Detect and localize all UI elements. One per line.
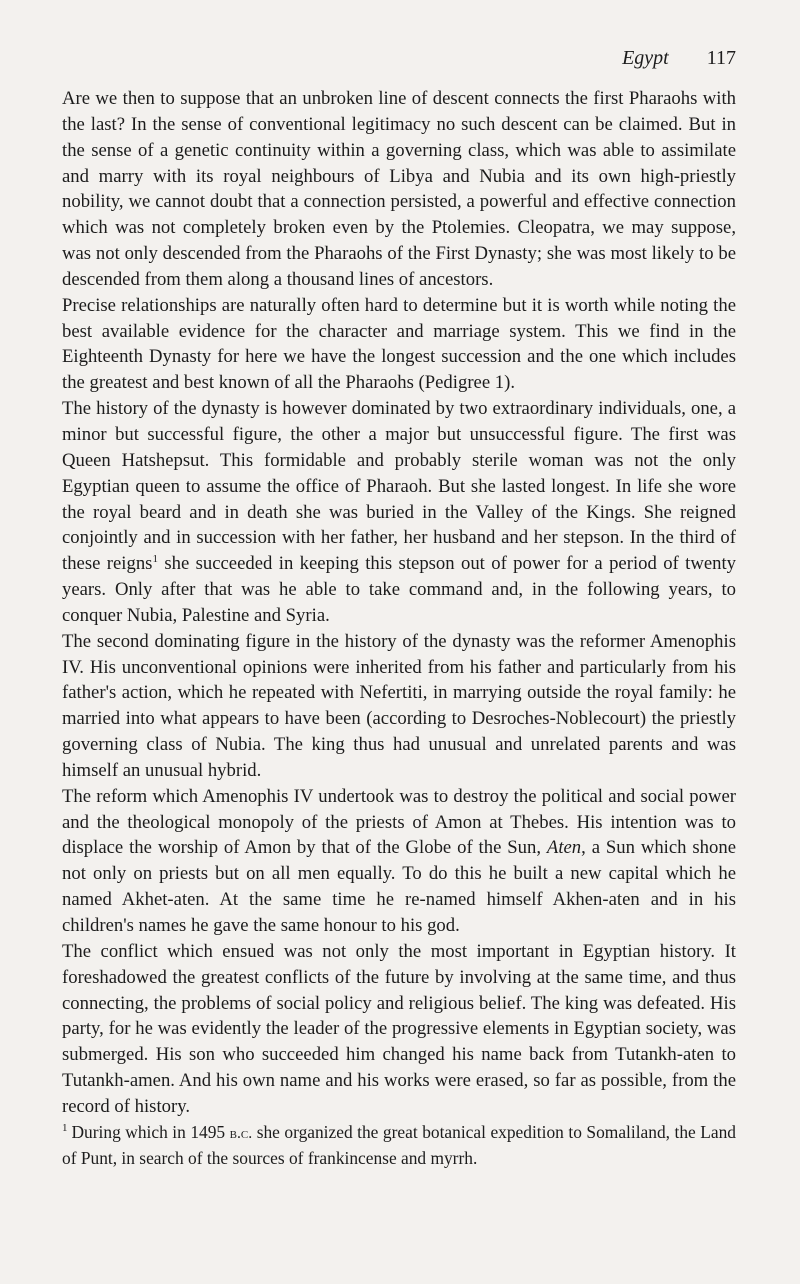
- paragraph-1: Are we then to suppose that an unbroken line of descent connects the first Pharaohs with the last? In the sense of conventional legitimacy no such descent can be claimed. But in the sense of a genetic continuity within a governing class, which was able to assimilate and marry with its royal neighbours of Libya and Nubia and its own high-priestly nobility, we cannot doubt that a connection persisted, a powerful and effective connection which was not completely broken even by the Ptolemies. Cleopatra, we may suppose, was not only descended from the Pharaohs of the First Dynasty; she was most likely to be descended from them along a thousand lines of ancestors.: [62, 88, 736, 290]
- footnote-reference: 1: [152, 553, 158, 566]
- paragraph-2: Precise relationships are naturally often hard to determine but it is worth while noting the best available evidence for the character and marriage system. This we find in the Eighteenth Dynasty for here we have the longest succession and the one which includes the greatest and best known of all the Pharaohs (Pedigree 1).: [62, 294, 736, 394]
- footnote: [62, 1120, 736, 1171]
- footnote-era: b.c.: [229, 1124, 253, 1142]
- paragraph-3: [62, 396, 736, 629]
- footnote-text-b: she organized the great botanical expedition to Somaliland, the Land of Punt, in search of the sources of frankincense and myrrh.: [62, 1121, 737, 1169]
- paragraph-5-text-a: The reform which Amenophis IV undertook was to destroy the political and social power and the theological monopoly of the priests of Amon at Thebes. His intention was to displace the worship of Amon by that of the Globe of the Sun,: [62, 785, 736, 859]
- paragraph-4: The second dominating figure in the history of the dynasty was the reformer Amenophis IV. His unconventional opinions were inherited from his father and particularly from his father's action, which he repeated with Nefertiti, in marrying outside the royal family: he married into what appears to have been (according to Desroches-Noblecourt) the priestly governing class of Nubia. The king thus had unusual and unrelated parents and was himself an unusual hybrid.: [62, 630, 736, 781]
- paragraph-6: The conflict which ensued was not only the most important in Egyptian history. It foreshadowed the greatest conflicts of the future by involving at the same time, and thus connecting, the problems of social policy and religious belief. The king was defeated. His party, for he was evidently the leader of the progressive elements in Egyptian society, was submerged. His son who succeeded him changed his name back from Tutankh-aten to Tutankh-amen. And his own name and his works were erased, so far as possible, from the record of history.: [62, 940, 736, 1117]
- paragraph-5-italic: Aten: [546, 837, 582, 859]
- paragraph-3-text-a: The history of the dynasty is however dominated by two extraordinary individuals, one, a minor but successful figure, the other a major but unsuccessful figure. The first was Queen Hatshepsut. This formidable and probably sterile woman was not the only Egyptian queen to assume the office of Pharaoh. But she lasted longest. In life she wore the royal beard and in death she was buried in the Valley of the Kings. She reigned conjointly and in succession with her father, her husband and her stepson. In the third of these reigns: [62, 398, 736, 575]
- paragraph-3-text-b: she succeeded in keeping this stepson out of power for a period of twenty years. Only after that was he able to take command and, in the following years, to conquer Nubia, Palestine and Syria.: [62, 553, 736, 626]
- body-text: [62, 86, 736, 1171]
- page-number: 117: [706, 47, 736, 69]
- running-head-section: Egypt: [622, 47, 669, 69]
- paragraph-5: [62, 784, 736, 939]
- footnote-text-a: During which in 1495: [71, 1121, 230, 1142]
- running-head: [622, 44, 736, 72]
- footnote-mark: 1: [62, 1121, 68, 1134]
- paragraph-5-text-b: , a Sun which shone not only on priests but on all men equally. To do this he built a new capital which he named Akhet-aten. At the same time he re-named himself Akhen-aten and in his children's names he gave the same honour to his god.: [62, 837, 736, 936]
- book-page: [62, 0, 736, 1284]
